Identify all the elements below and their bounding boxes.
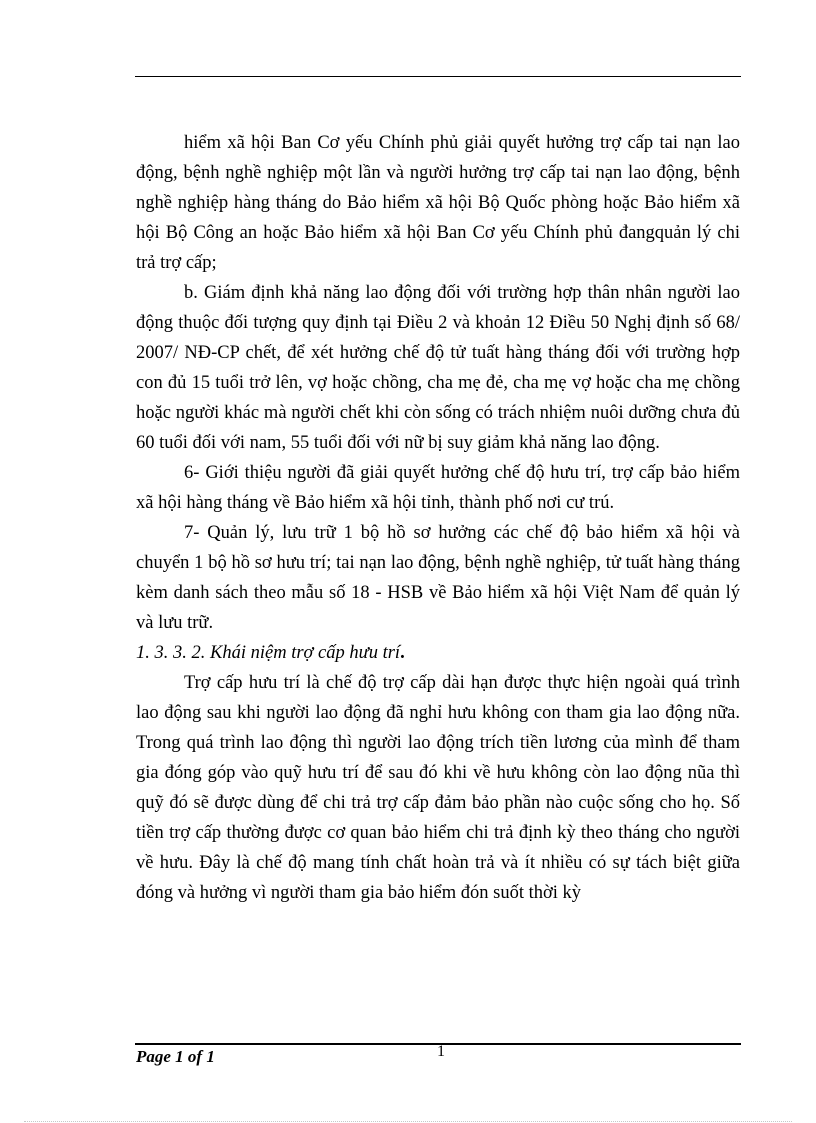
paragraph-definition: Trợ cấp hưu trí là chế độ trợ cấp dài hạn được thực hiện ngoài quá trình lao động sau khi người lao động đã nghỉ hưu không con tham gia lao động nữa. Trong quá trình lao động thì người lao động trích tiền lương của mình để tham gia đóng góp vào quỹ hưu trí để sau đó khi về hưu không còn lao động nũa thì quỹ đó sẽ được dùng để chi trả trợ cấp đảm bảo phần nào cuộc sống cho họ. Số tiền trợ cấp thường được cơ quan bảo hiểm chi trả định kỳ theo tháng cho người về hưu. Đây là chế độ mang tính chất hoàn trả và ít nhiều có sự tách biệt giữa đóng và hưởng vì người tham gia bảo hiểm đón suốt thời kỳ — [136, 673, 740, 903]
section-heading — [136, 638, 740, 668]
section-heading-period: . — [400, 643, 405, 663]
document-body — [136, 128, 740, 908]
paragraph-item-7: 7- Quản lý, lưu trữ 1 bộ hồ sơ hưởng các chế độ bảo hiểm xã hội và chuyển 1 bộ hồ sơ hưu trí; tai nạn lao động, bệnh nghề nghiệp, tử tuất hàng tháng kèm danh sách theo mẫu số 18 - HSB về Bảo hiểm xã hội Việt Nam để quản lý và lưu trữ. — [136, 523, 740, 633]
section-heading-text: 1. 3. 3. 2. Khái niệm trợ cấp hưu trí — [136, 643, 401, 663]
paragraph-continued: hiểm xã hội Ban Cơ yếu Chính phủ giải quyết hưởng trợ cấp tai nạn lao động, bệnh nghề nghiệp một lần và người hưởng trợ cấp tai nạn lao động, bệnh nghề nghiệp hàng tháng do Bảo hiểm xã hội Bộ Quốc phòng hoặc Bảo hiểm xã hội Bộ Công an hoặc Bảo hiểm xã hội Ban Cơ yếu Chính phủ đangquản lý chi trả trợ cấp; — [136, 133, 740, 273]
paragraph-item-6: 6- Giới thiệu người đã giải quyết hưởng chế độ hưu trí, trợ cấp bảo hiểm xã hội hàng tháng về Bảo hiểm xã hội tỉnh, thành phố nơi cư trú. — [136, 463, 740, 513]
page-bottom-divider — [24, 1121, 792, 1122]
paragraph-item-b: b. Giám định khả năng lao động đối với trường hợp thân nhân người lao động thuộc đối tượng quy định tại Điều 2 và khoản 12 Điều 50 Nghị định số 68/ 2007/ NĐ-CP chết, để xét hưởng chế độ tử tuất hàng tháng đối với trường hợp con đủ 15 tuổi trở lên, vợ hoặc chồng, cha mẹ đẻ, cha mẹ vợ hoặc cha mẹ chồng hoặc người khác mà người chết khi còn sống có trách nhiệm nuôi dưỡng chưa đủ 60 tuổi đối với nam, 55 tuổi đối với nữ bị suy giảm khả năng lao động. — [136, 283, 740, 453]
header-rule — [135, 76, 741, 77]
page-label: Page 1 of 1 — [136, 1047, 215, 1066]
page-number: 1 — [437, 1043, 445, 1060]
